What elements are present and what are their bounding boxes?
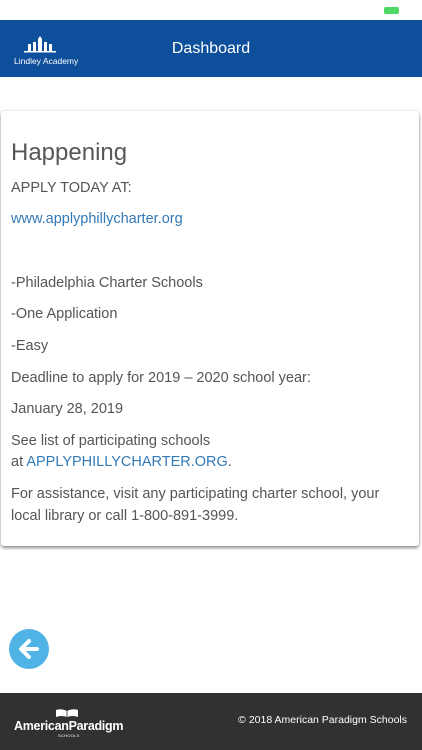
book-icon [54, 707, 80, 719]
bullet-easy: -Easy [11, 338, 49, 354]
deadline-label: Deadline to apply for 2019 – 2020 school year: [11, 370, 311, 386]
copyright-text: © 2018 American Paradigm Schools [238, 714, 407, 726]
back-button[interactable] [9, 629, 49, 669]
apply-label: APPLY TODAY AT: [11, 180, 132, 196]
arrow-left-icon [9, 629, 49, 669]
footer-brand-sub: SCHOOLS [58, 733, 80, 738]
schools-link[interactable]: APPLYPHILLYCHARTER.ORG [26, 454, 228, 470]
battery-icon [384, 7, 399, 14]
bullet-charter-schools: -Philadelphia Charter Schools [11, 275, 203, 291]
bullet-one-application: -One Application [11, 306, 118, 322]
footer-brand: AmericanParadigm [14, 719, 124, 733]
assistance-line-1: For assistance, visit any participating charter school, your [11, 486, 380, 502]
assistance-line-2: local library or call 1-800-891-3999. [11, 508, 239, 524]
schools-suffix: . [227, 454, 232, 470]
announcement-card [1, 111, 419, 546]
header [0, 20, 422, 77]
schools-line [11, 454, 232, 470]
page-title: Dashboard [171, 40, 251, 57]
schools-text: See list of participating schools [11, 433, 211, 449]
school-name: Lindley Academy [14, 56, 79, 66]
deadline-date: January 28, 2019 [11, 401, 124, 417]
footer [0, 693, 422, 750]
schools-prefix: at [11, 454, 27, 470]
status-bar [0, 0, 422, 20]
card-title: Happening [11, 139, 128, 166]
footer-logo [14, 707, 124, 739]
apply-link[interactable]: www.applyphillycharter.org [11, 211, 183, 227]
